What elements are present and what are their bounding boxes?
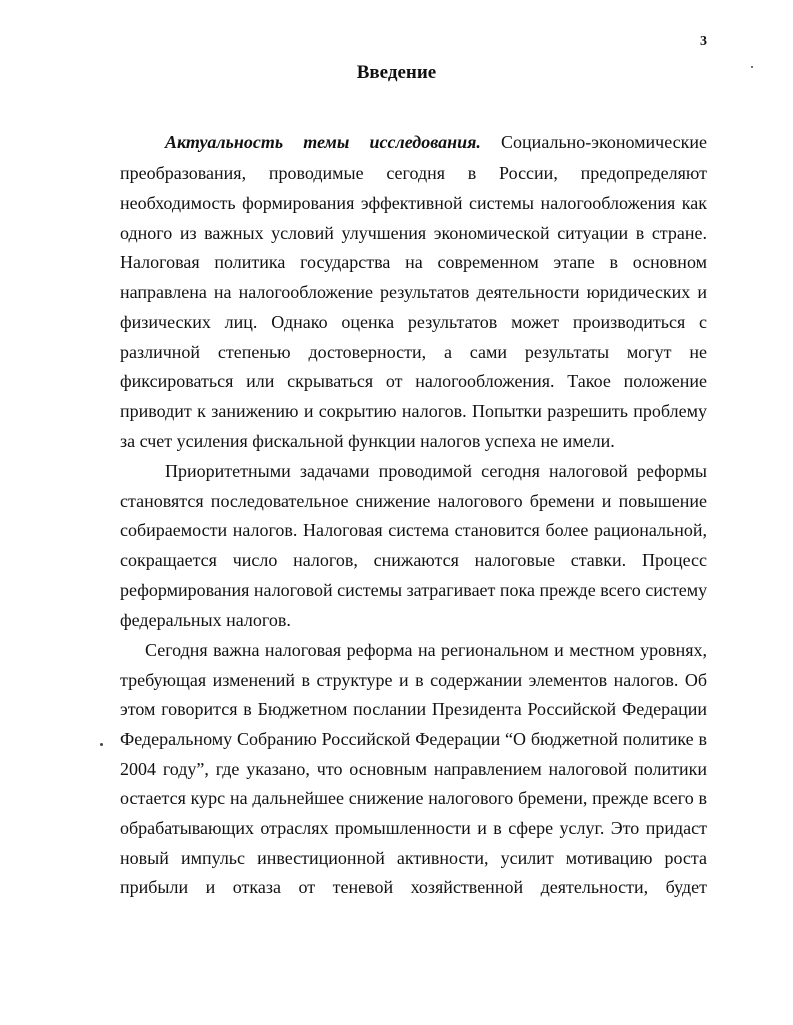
text-line: за счет усиления фискальной функции налогов успеха не имели. bbox=[120, 431, 615, 451]
text-line: Сегодня важна налоговая реформа на региональном и местном уровнях, bbox=[145, 640, 707, 660]
page-number: 3 bbox=[700, 34, 707, 49]
text-line: 2004 году”, где указано, что основным направлением налоговой политики bbox=[120, 759, 707, 779]
text-line: собираемости налогов. Налоговая система становится более рациональной, bbox=[120, 520, 707, 540]
text-line: этом говорится в Бюджетном послании Президента Российской Федерации bbox=[120, 699, 707, 719]
text-line: Приоритетными задачами проводимой сегодня налоговой реформы bbox=[165, 461, 707, 481]
text-line: направлена на налогообложение результатов деятельности юридических и bbox=[120, 282, 707, 302]
text-line: необходимость формирования эффективной системы налогообложения как bbox=[120, 193, 707, 213]
text-line: требующая изменений в структуре и в содержании элементов налогов. Об bbox=[120, 670, 707, 690]
text-line: реформирования налоговой системы затрагивает пока прежде всего систему bbox=[120, 580, 708, 600]
page-title: Введение bbox=[356, 62, 437, 83]
text-line: различной степенью достоверности, а сами результаты могут не bbox=[120, 342, 707, 362]
text-line: одного из важных условий улучшения экономической ситуации в стране. bbox=[120, 223, 707, 243]
text-line: остается курс на дальнейшее снижение налогового бремени, прежде всего в bbox=[120, 788, 707, 808]
scan-speck bbox=[751, 66, 753, 68]
text-line: новый импульс инвестиционной активности, усилит мотивацию роста bbox=[120, 848, 707, 868]
text-line: сокращается число налогов, снижаются налоговые ставки. Процесс bbox=[120, 550, 707, 570]
text-line: обрабатывающих отраслях промышленности и в сфере услуг. Это придаст bbox=[120, 818, 707, 838]
text-line: Налоговая политика государства на современном этапе в основном bbox=[120, 252, 707, 272]
text-line: становятся последовательное снижение налогового бремени и повышение bbox=[120, 491, 707, 511]
text-line bbox=[165, 130, 707, 154]
text-line: фиксироваться или скрываться от налогообложения. Такое положение bbox=[120, 371, 707, 391]
topic-label: Актуальность темы исследования. bbox=[165, 132, 481, 152]
text-line: федеральных налогов. bbox=[120, 610, 291, 630]
text-line-content: Социально-экономические bbox=[501, 132, 708, 152]
text-line: приводит к занижению и сокрытию налогов. Попытки разрешить проблему bbox=[120, 401, 707, 421]
text-line: Федеральному Собранию Российской Федерации “О бюджетной политике в bbox=[120, 729, 707, 749]
text-line: прибыли и отказа от теневой хозяйственной деятельности, будет bbox=[120, 877, 707, 897]
scan-speck bbox=[100, 743, 103, 746]
text-line: преобразования, проводимые сегодня в России, предопределяют bbox=[120, 163, 707, 183]
text-line: физических лиц. Однако оценка результатов может производиться с bbox=[120, 312, 707, 332]
